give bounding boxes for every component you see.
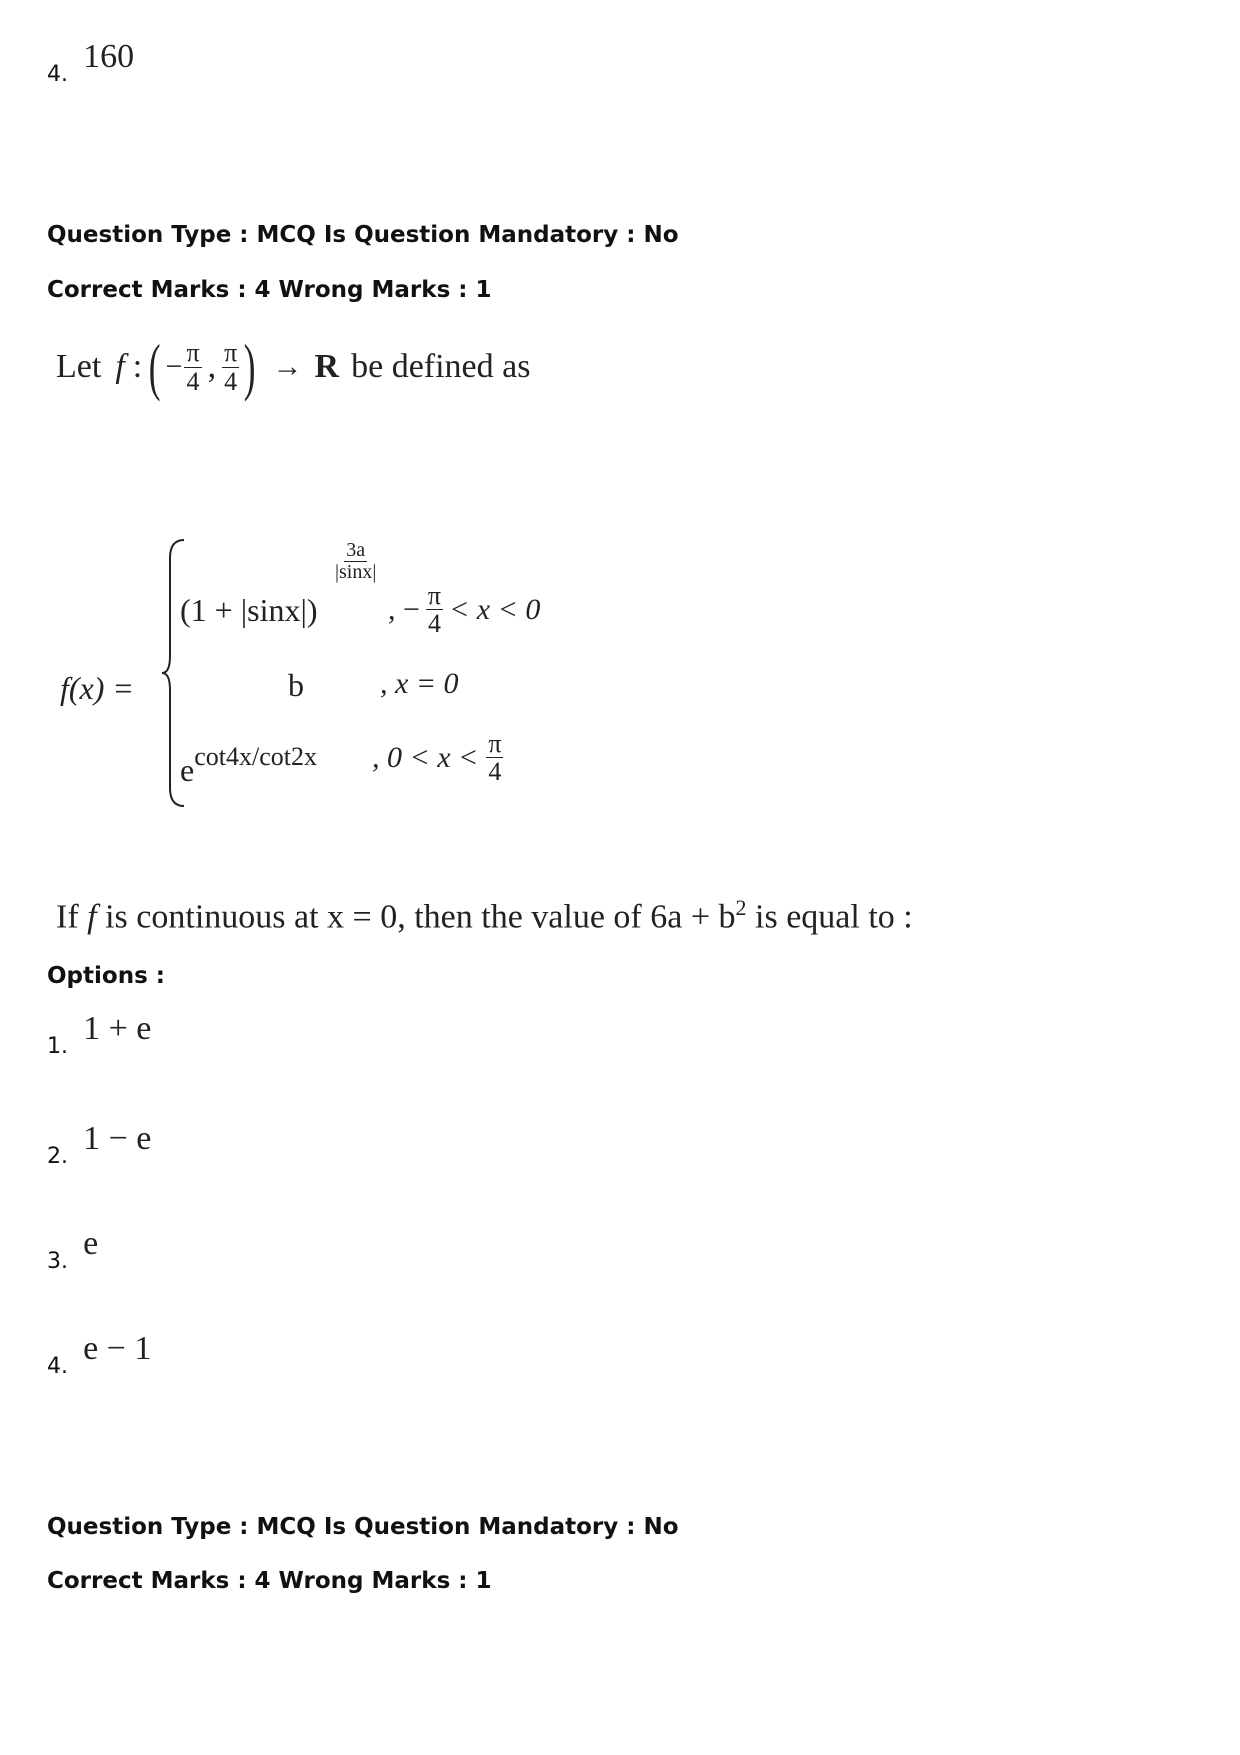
case1-exponent: $\frac{3a}{|\sin x|}$ xyxy=(335,539,377,583)
option-number: 4. xyxy=(47,1354,68,1379)
option-value: e xyxy=(83,1225,99,1262)
option-value: 160 xyxy=(83,38,135,75)
intro-frac-left: $\frac{\pi}{4}$ xyxy=(186,338,200,396)
next-question-meta-type: Question Type : MCQ Is Question Mandatory : No xyxy=(47,1514,679,1540)
question-intro xyxy=(56,331,531,402)
def-lhs: f(x) = xyxy=(60,670,134,706)
option-number: 3. xyxy=(47,1249,68,1274)
options-label: Options : xyxy=(47,963,165,989)
option-value: 1 − e xyxy=(83,1120,152,1157)
intro-comma: , xyxy=(207,348,217,385)
intro-colon: : xyxy=(132,348,143,385)
intro-frac-right: $\frac{\pi}{4}$ xyxy=(224,338,238,396)
option-number: 2. xyxy=(47,1144,68,1169)
case3-condition: , 0 < x < $\frac{\pi}{4}$ xyxy=(372,729,502,787)
intro-arrow: → xyxy=(272,350,303,383)
case3-frac: $\frac{\pi}{4}$ xyxy=(488,729,502,787)
case1-expression: (1 + |sinx|) xyxy=(180,592,318,628)
case2-condition: , x = 0 xyxy=(380,667,459,700)
question-statement: If f is continuous at x = 0, then the value of $6a + b^2$ is equal to : xyxy=(56,895,913,936)
option-value: e − 1 xyxy=(83,1330,152,1367)
case3-expression: ecot4x/cot2x xyxy=(180,742,317,788)
case1-frac: $\frac{\pi}{4}$ xyxy=(427,581,442,639)
right-paren: ) xyxy=(244,331,256,402)
intro-let: Let xyxy=(56,348,102,385)
question-meta-type: Question Type : MCQ Is Question Mandatory : No xyxy=(47,222,679,248)
intro-minus: − xyxy=(165,350,183,383)
option-4 xyxy=(47,1330,152,1379)
intro-f: f xyxy=(115,348,125,385)
intro-R: R xyxy=(314,348,340,385)
option-number: 1. xyxy=(47,1034,68,1059)
next-question-meta-marks: Correct Marks : 4 Wrong Marks : 1 xyxy=(47,1568,492,1594)
question-meta-marks: Correct Marks : 4 Wrong Marks : 1 xyxy=(47,277,492,303)
option-number: 4. xyxy=(47,62,68,87)
intro-tail: be defined as xyxy=(351,348,531,385)
case2-value: b xyxy=(288,667,304,703)
option-value: 1 + e xyxy=(83,1010,152,1047)
option-3 xyxy=(47,1225,99,1274)
option-2 xyxy=(47,1120,152,1169)
prev-option-4 xyxy=(47,38,135,87)
case1-condition: , − $\frac{\pi}{4}$ < x < 0 xyxy=(388,581,541,639)
left-paren: ( xyxy=(149,331,161,402)
option-1 xyxy=(47,1010,152,1059)
